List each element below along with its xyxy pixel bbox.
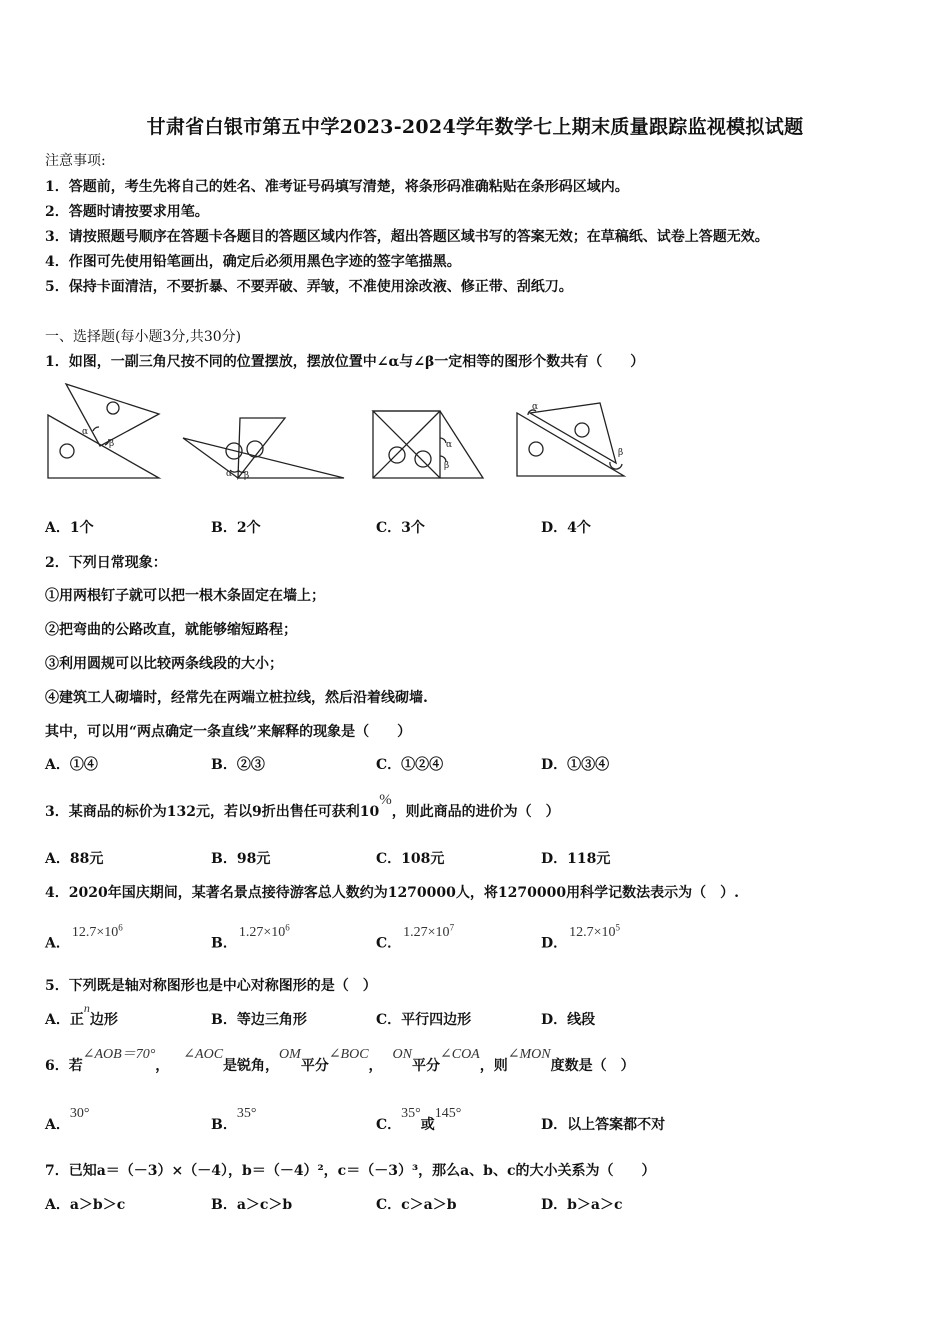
- option-value: 145°: [434, 1106, 462, 1121]
- option-d: D．线段: [541, 1012, 596, 1028]
- option-c: C．①②④: [376, 757, 444, 773]
- angle-arc: [93, 427, 99, 431]
- q4-stem: 4．2020年国庆期间，某著名景点接待游客总人数约为1270000人，将1270000用科学记数法表示为（ ）.: [45, 885, 739, 901]
- q1-stem: 1．如图，一副三角尺按不同的位置摆放，摆放位置中∠α与∠β一定相等的图形个数共有（ ）: [45, 354, 645, 370]
- option-label: B．: [211, 935, 237, 952]
- option-d: D．b＞a＞c: [541, 1197, 623, 1213]
- option-exponent: 5: [615, 922, 621, 932]
- circle-shape: [107, 402, 119, 414]
- option-a: [45, 1106, 90, 1135]
- q5-stem: 5．下列既是轴对称图形也是中心对称图形的是（ ）: [45, 978, 377, 994]
- math-expr: ∠AOC: [183, 1047, 224, 1062]
- option-c: [376, 1106, 462, 1135]
- note-item: 4．作图可先使用铅笔画出，确定后必须用黑色字迹的签字笔描黑。: [45, 254, 461, 270]
- triangle-shape: [183, 438, 344, 478]
- option-value: 35°: [236, 1106, 257, 1121]
- triangle-shape: [373, 411, 483, 478]
- note-item: 1．答题前，考生先将自己的姓名、准考证号码填写清楚，将条形码准确粘贴在条形码区域内。: [45, 179, 629, 195]
- section-heading: 一、选择题(每小题3分,共30分): [45, 329, 242, 345]
- page-title: 甘肃省白银市第五中学2023-2024学年数学七上期末质量跟踪监视模拟试题: [146, 116, 804, 138]
- circle-shape: [60, 444, 74, 458]
- alpha-label: α: [446, 440, 453, 450]
- option-exponent: 6: [285, 922, 290, 932]
- q1-figure-4: [512, 400, 632, 482]
- q6-prefix: 6．若: [45, 1058, 83, 1074]
- option-label: C．: [376, 1117, 402, 1133]
- note-item: 3．请按照题号顺序在答题卡各题目的答题区域内作答，超出答题区域书写的答案无效；在草稿纸、试卷上答题无效。: [45, 229, 769, 245]
- option-d: D．118元: [541, 851, 611, 867]
- triangle-shape: [530, 403, 616, 463]
- q2-question: 其中，可以用“两点确定一条直线”来解释的现象是（ ）: [45, 724, 412, 740]
- option-c: C．108元: [376, 851, 445, 867]
- beta-label: β: [244, 471, 250, 481]
- q6-text: ，: [368, 1058, 383, 1074]
- q6-text: ，: [155, 1058, 170, 1074]
- q6-text: 平分: [300, 1058, 329, 1074]
- option-mantissa: 1.27×10: [238, 924, 286, 940]
- option-label: B．: [211, 1117, 237, 1133]
- q3-stem-a: 3．某商品的标价为132元，若以9折出售任可获利10: [45, 804, 380, 820]
- option-b: B．98元: [211, 851, 271, 867]
- option-or: 或: [420, 1117, 435, 1133]
- option-a: A．1个: [45, 520, 94, 536]
- option-label: D．: [541, 935, 568, 952]
- alpha-label: α: [82, 427, 89, 437]
- option-d: D．①③④: [541, 757, 610, 773]
- option-d: [541, 922, 621, 954]
- alpha-label: α: [226, 469, 233, 479]
- circle-shape: [415, 451, 431, 467]
- beta-label: β: [618, 448, 624, 458]
- math-expr: OM: [279, 1047, 301, 1062]
- q3-stem-b: ，则此商品的进价为（ ）: [391, 804, 560, 820]
- q6-text: 是锐角，: [223, 1058, 280, 1074]
- triangle-shape: [66, 384, 159, 446]
- percent-sign: %: [379, 792, 392, 808]
- math-expr: ∠AOB＝70°: [82, 1047, 156, 1062]
- option-label: A．: [45, 1117, 70, 1133]
- q1-figure-3: [370, 408, 490, 483]
- note-item: 2．答题时请按要求用笔。: [45, 204, 209, 220]
- math-expr: ∠COA: [440, 1047, 480, 1062]
- option-value: 35°: [401, 1106, 421, 1121]
- option-b: [211, 922, 290, 954]
- option-a-suffix: 边形: [89, 1012, 118, 1028]
- circle-shape: [575, 423, 589, 437]
- q2-item: ③利用圆规可以比较两条线段的大小；: [45, 656, 283, 672]
- option-c: [376, 922, 455, 954]
- option-b: B．②③: [211, 757, 265, 773]
- option-d: D．以上答案都不对: [541, 1117, 666, 1133]
- circle-shape: [389, 447, 405, 463]
- triangle-shape: [517, 413, 624, 476]
- option-mantissa: 1.27×10: [403, 924, 450, 940]
- math-expr: ∠BOC: [328, 1047, 369, 1062]
- q2-stem: 2．下列日常现象：: [45, 555, 167, 571]
- option-a: A．a＞b＞c: [45, 1197, 126, 1213]
- option-a: A．①④: [45, 757, 98, 773]
- option-b: [211, 1106, 257, 1135]
- notes-header: 注意事项:: [45, 153, 106, 169]
- q2-item: ②把弯曲的公路改直，就能够缩短路程；: [45, 622, 297, 638]
- option-a: [45, 922, 123, 954]
- beta-label: β: [109, 439, 115, 449]
- option-label: C．: [376, 935, 402, 952]
- alpha-label: α: [532, 402, 539, 412]
- option-c: C．3个: [376, 520, 425, 536]
- option-b: B．a＞c＞b: [211, 1197, 293, 1213]
- option-c: C．c＞a＞b: [376, 1197, 457, 1213]
- triangle-shape: [48, 415, 159, 478]
- q7-stem: 7．已知a＝（－3）×（－4），b＝（－4）²，c＝（－3）³，那么a、b、c的大小关系为（ ）: [45, 1163, 656, 1179]
- q2-item: ①用两根钉子就可以把一根木条固定在墙上；: [45, 588, 325, 604]
- q6-text: ，则: [479, 1058, 508, 1074]
- option-c: C．平行四边形: [376, 1012, 472, 1028]
- beta-label: β: [444, 461, 450, 471]
- option-a: [45, 1001, 118, 1029]
- q1-figure-1: [45, 382, 165, 482]
- option-label: A．: [45, 935, 70, 952]
- option-mantissa: 12.7×10: [71, 924, 119, 940]
- triangle-shape: [238, 418, 285, 478]
- note-item: 5．保持卡面清洁，不要折暴、不要弄破、弄皱，不准使用涂改液、修正带、刮纸刀。: [45, 279, 573, 295]
- option-d: D．4个: [541, 520, 591, 536]
- q2-item: ④建筑工人砌墙时，经常先在两端立桩拉线，然后沿着线砌墙.: [45, 690, 428, 706]
- q3-stem: [45, 792, 560, 821]
- option-b: B．等边三角形: [211, 1012, 307, 1028]
- q6-stem: [45, 1047, 635, 1076]
- q1-figure-2: [180, 408, 352, 483]
- option-mantissa: 12.7×10: [569, 924, 616, 940]
- option-exponent: 6: [118, 922, 123, 932]
- q6-text: 平分: [412, 1058, 440, 1074]
- option-b: B．2个: [211, 520, 261, 536]
- option-a-prefix: A．正: [45, 1012, 84, 1028]
- option-value: 30°: [69, 1106, 90, 1121]
- math-expr: ON: [392, 1047, 412, 1062]
- math-expr: ∠MON: [507, 1047, 551, 1062]
- circle-shape: [529, 442, 543, 456]
- option-a: A．88元: [45, 851, 104, 867]
- var-n: n: [83, 1001, 90, 1015]
- option-exponent: 7: [449, 922, 455, 932]
- q6-text: 度数是（ ）: [550, 1058, 635, 1074]
